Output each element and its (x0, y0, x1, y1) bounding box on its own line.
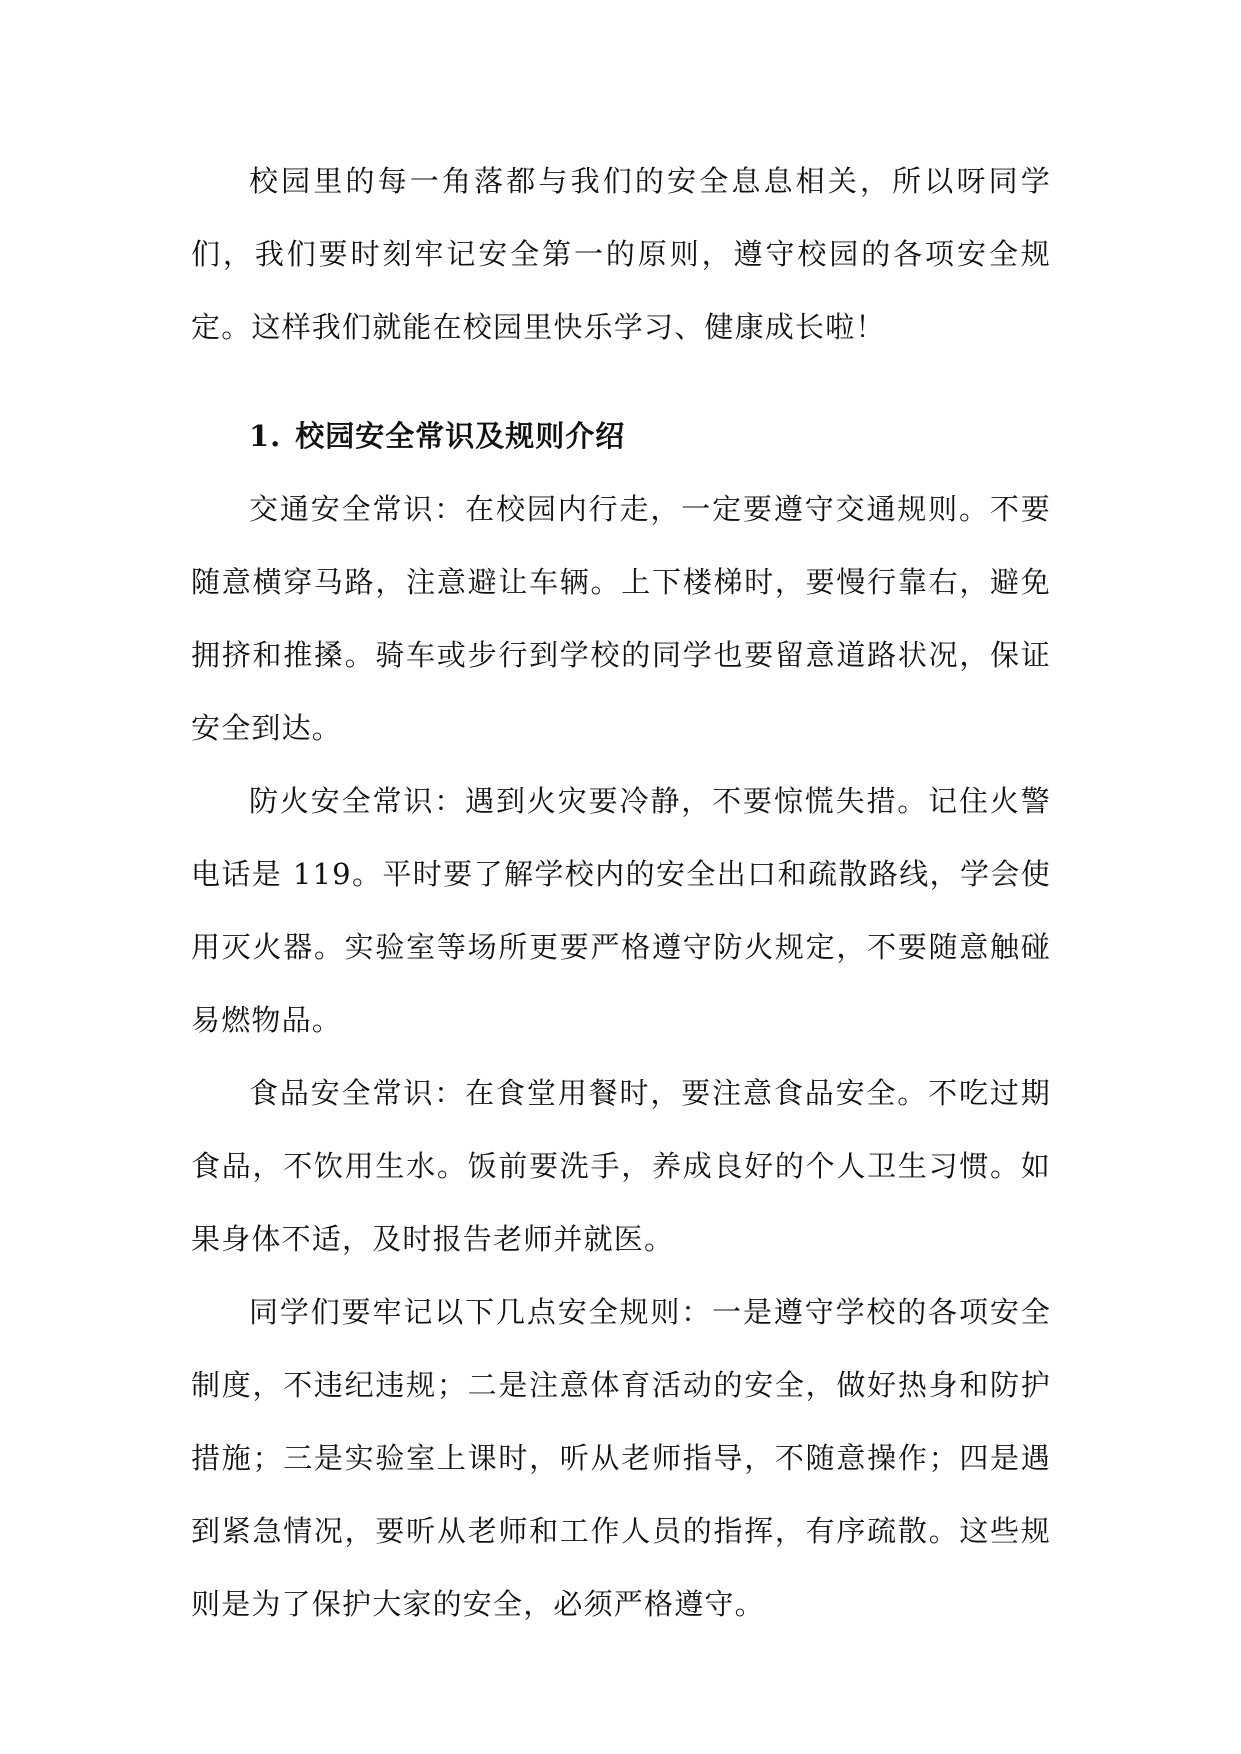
section-heading (191, 400, 1051, 473)
food-safety-paragraph: 食品安全常识：在食堂用餐时，要注意食品安全。不吃过期食品，不饮用生水。饭前要洗手，养成良好的个人卫生习惯。如果身体不适，及时报告老师并就医。 (191, 1076, 1051, 1256)
fire-safety-paragraph: 防火安全常识：遇到火灾要冷静，不要惊慌失措。记住火警电话是 119。平时要了解学校内的安全出口和疏散路线，学会使用灭火器。实验室等场所更要严格遵守防火规定，不要随意触碰易燃物品。 (191, 784, 1051, 1037)
safety-rules-paragraph: 同学们要牢记以下几点安全规则：一是遵守学校的各项安全制度，不违纪违规；二是注意体育活动的安全，做好热身和防护措施；三是实验室上课时，听从老师指导，不随意操作；四是遇到紧急情况，要听从老师和工作人员的指挥，有序疏散。这些规则是为了保护大家的安全，必须严格遵守。 (191, 1295, 1051, 1621)
traffic-safety-paragraph: 交通安全常识：在校园内行走，一定要遵守交通规则。不要随意横穿马路，注意避让车辆。上下楼梯时，要慢行靠右，避免拥挤和推搡。骑车或步行到学校的同学也要留意道路状况，保证安全到达。 (191, 492, 1051, 745)
document-body (191, 145, 1051, 1641)
intro-paragraph: 校园里的每一角落都与我们的安全息息相关，所以呀同学们，我们要时刻牢记安全第一的原则，遵守校园的各项安全规定。这样我们就能在校园里快乐学习、健康成长啦！ (191, 164, 1051, 344)
section-title: 校园安全常识及规则介绍 (295, 419, 626, 453)
section-number: 1. (249, 419, 282, 453)
